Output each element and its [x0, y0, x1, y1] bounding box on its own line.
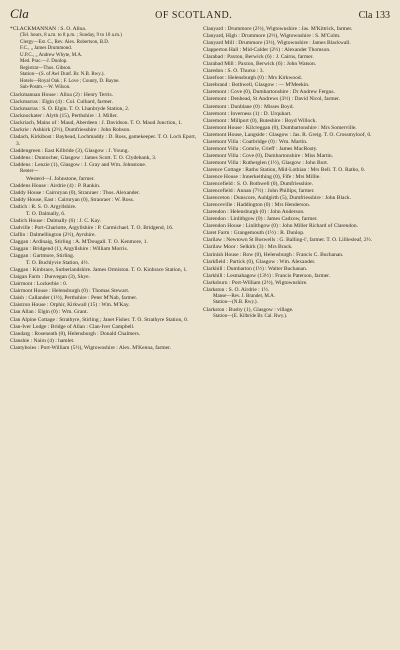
running-head-title: OF SCOTLAND. [155, 10, 233, 21]
directory-entry: Claremont : Dunblane (0) : Misses Boyd. [203, 103, 294, 110]
directory-entry: Clacknockater : Alyth (15), Perthshire : J. Miller. [10, 112, 118, 119]
directory-entry: Clarkston : Busby (1), Glasgow : village. [203, 306, 294, 313]
directory-entry: Cladich House : Dalmally (6) : J. C. Kay. [10, 217, 101, 224]
directory-entry: U.P.C., „ Andrew Whyte, M.A. [20, 52, 83, 58]
running-head-left: Cla [10, 6, 29, 21]
directory-entry: Clarenceville : Haddington (0) : Mrs Henderson. [203, 202, 311, 209]
directory-entry: Clan-Iver Lodge : Bridge of Allan : Clan-Iver Campbell. [10, 323, 135, 330]
directory-entry: Cladville : Port-Charlotte, Argyllshire : P. Carmichael. T. O. Bridgend, 16. [10, 224, 174, 231]
directory-entry: Claggan : Bridgend (1), Argyllshire : William Morris. [10, 246, 128, 253]
directory-entry: T. O. Dalmally, 6. [26, 210, 66, 217]
directory-entry: Sub-Postm.—W. Wilson. [20, 85, 71, 91]
directory-entry: Claistron House : Orphir, Kirkwall (15) : Wm. M'Kay. [10, 302, 130, 309]
directory-entry: Clan Allan : Elgin (0) : Wm. Grant. [10, 309, 88, 316]
directory-entry: Registrar—Thos. Gibson. [20, 65, 72, 71]
directory-entry: Claremont : Inverness (1) : D. Urquhart. [203, 110, 292, 117]
directory-entry: Claggan : Kinbrace, Sutherlandshire. James Ormiston. T. O. Kinbrace Station, 1. [10, 267, 188, 274]
directory-entry: Claremont House : Kilcreggan (0), Dumbartonshire : Mrs Somerville. [203, 124, 357, 131]
directory-entry: Claddy House, East : Cairnryan (0), Stranraer : W. Ross. [10, 196, 135, 203]
directory-entry: Claremont House, Langside : Glasgow : Jas. R. Greig. T. O. Crossmyloof, 0. [203, 131, 372, 138]
directory-entry: Cladich : R. S. O. Argyllshire. [10, 203, 77, 210]
directory-entry: Claggan : Gartmore, Stirling. [10, 253, 75, 260]
directory-entry: Clarendon : Linlithgow (0) : James Cadzow, farmer. [203, 216, 318, 223]
directory-entry: Claddengreen : East Kilbride (3), Glasgow : J. Young. [10, 147, 129, 154]
directory-entry: Manse—Rev. J. Brander, M.A. [213, 293, 275, 299]
directory-entry: Clarencefield : S. O. Bothwell (0), Dumfriesshire. [203, 181, 313, 188]
directory-entry: Claret Farm : Grangemouth (1½) : R. Dunlop. [203, 230, 305, 237]
directory-entry: Clarabad : Paxton, Berwick (6) : J. Cairns, farmer. [203, 54, 314, 61]
directory-entry: F.C., „ James Drummond. [20, 46, 72, 52]
directory-entry: Clackmarras : S. O. Elgin. T. O. Lhanbryde Station, 2. [10, 105, 130, 112]
directory-entry: Clanshie : Nairn (4) : hamlet. [10, 337, 75, 344]
directory-entry: Claremont : Cove (0), Dumbartonshire : Dr Andrew Fergus. [203, 89, 335, 96]
page-header [10, 6, 390, 22]
directory-entry: Claremont Villa : Cove (0), Dumbartonshire : Miss Martin. [203, 152, 334, 159]
directory-entry: Clarabad Mill : Paxton, Berwick (6) : John Watson. [203, 61, 317, 68]
directory-entry: Clarefoot : Helensburgh (0) : Mrs Kirkwood. [203, 75, 303, 82]
right-column [203, 26, 390, 352]
directory-entry: Clarkhill : Lesmahagow (13½) : Francis Paterson, farmer. [203, 272, 331, 279]
directory-entry: Station—(E. Kilbride Br. Cal. Rwy.). [213, 313, 288, 319]
directory-entry: Clarence Cottage : Ratho Station, Mid-Lothian : Mrs Bell. T. O. Ratho, 0. [203, 166, 366, 173]
directory-entry: Clarencefield : Annan (7½) : John Phillips, farmer. [203, 188, 315, 195]
directory-entry: Claremont Villa : Coatbridge (0) : Wm. Martin. [203, 138, 308, 145]
directory-entry: Clarilaw : Newtown St Boswells : G. Balling-l', farmer. T. O. Lilliesleaf, 2½. [203, 237, 373, 244]
directory-entry: Clarilaw Moor : Selkirk (3) : Mrs Brack. [203, 244, 293, 251]
directory-entry: Clarenceton : Dunscore, Auldgirth (5), Dumfriesshire : John Black. [203, 195, 352, 202]
directory-entry: Clapperton Hall : Mid-Calder (2½) : Alexander Thomson. [203, 47, 331, 54]
directory-entry: Clarkhill : Dumbarton (1½) : Walter Buchanan. [203, 265, 308, 272]
directory-entry: Clackmarras : Elgin (4) : Col. Culbard, farmer. [10, 98, 113, 105]
directory-entry: Clarksburn : Port-William (2½), Wigtownshire. [203, 279, 308, 286]
directory-entry: Claremont : Millport (0), Buteshire : Boyd Willock. [203, 117, 317, 124]
directory-entry: Renter— [20, 169, 39, 175]
directory-entry: Clarkston : S. O. Airdrie : 1½. [203, 286, 270, 293]
directory-entry: Clergy—Est. C., Rev. Alex. Robertson, B.D. [20, 39, 110, 45]
directory-entry: Clanyard Mill : Drummore (3½), Wigtownshire : James Blackwall. [203, 40, 351, 47]
directory-entry: Claigan Farm : Dunvegan (3), Skye. [10, 274, 90, 281]
directory-entry: Med. Prac.—J. Dunlop. [20, 59, 68, 65]
left-column [10, 26, 197, 352]
directory-entry: Clarendon : Helensburgh (0) : John Anderson. [203, 209, 305, 216]
directory-entry: Clackriach, Mains of : Maud, Aberdeen : J. Davidson. T. O. Maud Junction, 1. [10, 119, 183, 126]
directory-entry: Clarendon House : Linlithgow (0) : John Miller Richard of Clarendon. [203, 223, 359, 230]
directory-entry: Clackrie : Ashkirk (2½), Dumfriesshire : John Robson. [10, 126, 131, 133]
directory-entry: Clan Alpine Cottage : Strathyre, Stirling ; Janet Fisher. T. O. Strathyre Station, 0. [10, 316, 189, 323]
directory-entry: Claddens House : Airdrie (4) : P. Rankin. [10, 182, 101, 189]
directory-entry: T. O. Buchlyvie Station, 4½. [26, 260, 89, 267]
directory-entry: *CLACKMANNAN : S. O. Alloa. [10, 26, 87, 32]
directory-entry: Clanyard, High : Drummore (2½), Wigtownshire : S. M'Colm. [203, 33, 341, 40]
directory-entry: Clarence House : Innerkeithing (0), Fife : Mrs Millie. [203, 173, 321, 180]
running-head-right: Cla 133 [358, 10, 390, 21]
directory-columns [10, 26, 390, 352]
directory-entry: Clarebrand : Bothwell, Glasgow : — M'Meekin. [203, 82, 310, 89]
directory-entry: Cladach, Kirkibost : Bayhead, Lochmaddy : D. Ross, gamekeeper. T. O. Loch Eport, 3. [10, 133, 197, 147]
directory-entry: (Tel. hours, 8 a.m. to 8 p.m. ; Sunday, 9 to 10 a.m.) [20, 33, 122, 39]
directory-entry: Westerd—J. Johnstone, farmer. [26, 175, 95, 182]
directory-entry: Clairmont : Lockerbie : 0. [10, 281, 68, 288]
directory-entry: Claremont : Denhead, St Andrews (3½) : David Nicol, farmer. [203, 96, 341, 103]
directory-entry: Station—(S. of Awl Dunf. Br. N.B. Rwy.). [20, 72, 105, 78]
directory-entry: Claflin : Dalmellington (2½), Ayrshire. [10, 231, 96, 238]
directory-entry: Claggan : Ardinaig, Stirling : A. M'Dougall. T. O. Kenmore, 1. [10, 238, 148, 245]
directory-entry: Clairmont House : Helensburgh (0) : Thomas Stewart. [10, 288, 130, 295]
directory-entry: Claddens : Lenzie (1), Glasgow : J. Gray and Wm. Johnstone. [10, 162, 147, 169]
directory-entry: Claddy House : Cairnryan (0), Stranraer : Thos. Alexander. [10, 189, 140, 196]
directory-entry: Clanyard : Drummore (2½), Wigtownshire : Jas. M'Kittrick, farmer. [203, 26, 353, 32]
directory-entry: Claredon : S. O. Thurso : 3. [203, 68, 264, 75]
directory-entry: Hotels—Royal Oak ; F. Love ; County, D. Bayne. [20, 78, 120, 84]
directory-entry: Clantyboies : Port-William (5½), Wigtownshire : Alex. M'Kenna, farmer. [10, 344, 171, 351]
directory-entry: Clarkfield : Partick (0), Glasgow : Wm. Alexander. [203, 258, 316, 265]
directory-entry: Station—(N.B. Rwy.). [213, 300, 258, 306]
directory-entry: Claremont Villa : Comrie, Crieff : James MacRosty. [203, 145, 318, 152]
directory-entry: Clarinish House : Row (0), Helensburgh : Francis C. Buchanan. [203, 251, 344, 258]
directory-entry: Claremont Villa : Rutherglen (1½), Glasgow : John Burt. [203, 159, 329, 166]
directory-entry: Clandarg : Roseneath (0), Helensburgh : Donald Chalmers. [10, 330, 141, 337]
directory-entry: Claish : Callander (1½), Perthshire : Peter M'Nab, farmer. [10, 295, 138, 302]
directory-entry: Claddens : Duntocher, Glasgow : James Scott. T. O. Clydebank, 3. [10, 154, 157, 161]
directory-entry: Clackmannan House : Alloa (2) : Henry Terris. [10, 91, 114, 98]
